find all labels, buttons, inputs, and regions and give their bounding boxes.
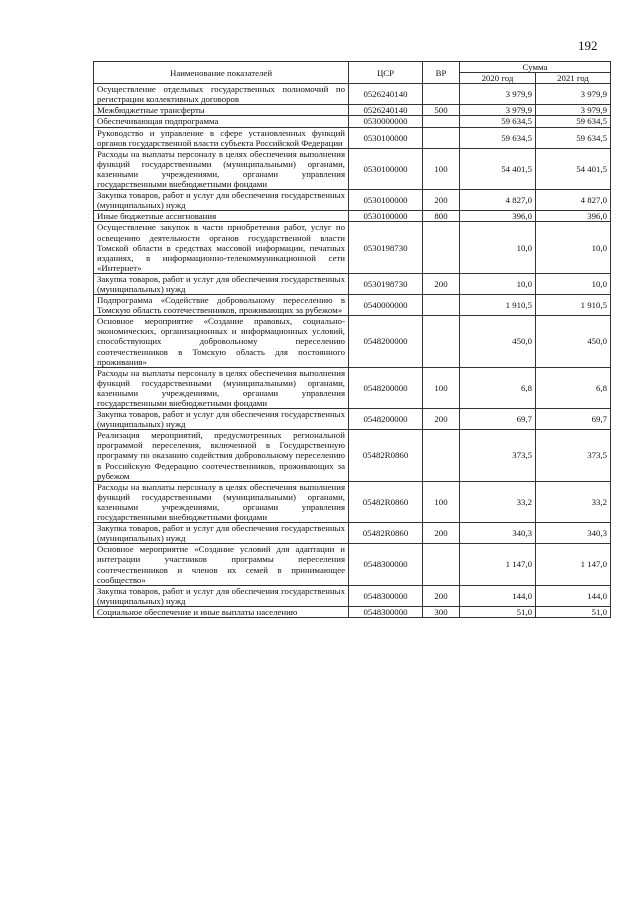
- row-2020-cell: 1 147,0: [460, 544, 536, 585]
- header-2021: 2021 год: [536, 73, 611, 84]
- table-row: [94, 190, 611, 211]
- row-csr-cell: 0548200000: [349, 316, 423, 367]
- row-2021-cell: 450,0: [536, 316, 611, 367]
- row-name-cell: Руководство и управление в сфере установленных функций органов государственной власти субъекта Российской Федерации: [94, 127, 349, 148]
- table-row: [94, 222, 611, 273]
- row-name-cell: Иные бюджетные ассигнования: [94, 211, 349, 222]
- row-2021-cell: 1 147,0: [536, 544, 611, 585]
- table-row: [94, 105, 611, 116]
- row-2020-cell: 1 910,5: [460, 295, 536, 316]
- row-name-cell: Основное мероприятие «Создание правовых, социально-экономических, организационных и информационных условий, способствующих добровольному переселению соотечественников в Томскую область для постоянного проживания»: [94, 316, 349, 367]
- row-2020-cell: 340,3: [460, 523, 536, 544]
- row-vr-cell: 200: [423, 585, 460, 606]
- row-vr-cell: 200: [423, 523, 460, 544]
- header-2020: 2020 год: [460, 73, 536, 84]
- row-vr-cell: [423, 84, 460, 105]
- row-csr-cell: 0530100000: [349, 190, 423, 211]
- row-2021-cell: 10,0: [536, 222, 611, 273]
- row-csr-cell: 05482R0860: [349, 481, 423, 522]
- row-vr-cell: [423, 316, 460, 367]
- row-csr-cell: 0526240140: [349, 84, 423, 105]
- row-2021-cell: 10,0: [536, 273, 611, 294]
- row-csr-cell: 0548300000: [349, 606, 423, 617]
- header-sum: Сумма: [460, 62, 611, 73]
- row-2021-cell: 4 827,0: [536, 190, 611, 211]
- row-2021-cell: 396,0: [536, 211, 611, 222]
- row-vr-cell: [423, 127, 460, 148]
- row-2020-cell: 54 401,5: [460, 148, 536, 189]
- row-2021-cell: 6,8: [536, 367, 611, 408]
- row-2020-cell: 10,0: [460, 273, 536, 294]
- row-2020-cell: 10,0: [460, 222, 536, 273]
- row-csr-cell: 0548300000: [349, 544, 423, 585]
- row-vr-cell: 200: [423, 409, 460, 430]
- row-name-cell: Межбюджетные трансферты: [94, 105, 349, 116]
- row-2021-cell: 340,3: [536, 523, 611, 544]
- row-2021-cell: 373,5: [536, 430, 611, 481]
- table-row: [94, 84, 611, 105]
- row-csr-cell: 0530198730: [349, 273, 423, 294]
- row-name-cell: Подпрограмма «Содействие добровольному переселению в Томскую область соотечественников, проживающих за рубежом»: [94, 295, 349, 316]
- table-row: [94, 316, 611, 367]
- row-name-cell: Закупка товаров, работ и услуг для обеспечения государственных (муниципальных) нужд: [94, 409, 349, 430]
- row-2021-cell: 144,0: [536, 585, 611, 606]
- table-row: [94, 148, 611, 189]
- row-csr-cell: 05482R0860: [349, 430, 423, 481]
- row-csr-cell: 0530100000: [349, 127, 423, 148]
- row-2021-cell: 59 634,5: [536, 127, 611, 148]
- row-vr-cell: 100: [423, 367, 460, 408]
- row-name-cell: Расходы на выплаты персоналу в целях обеспечения выполнения функций государственными (муниципальными) органами, казенными учреждениями, органами управления государственными внебюджетными фондами: [94, 481, 349, 522]
- table-row: [94, 523, 611, 544]
- row-2021-cell: 51,0: [536, 606, 611, 617]
- row-name-cell: Реализация мероприятий, предусмотренных региональной программой переселения, включенной в Государственную программу по оказанию содействия добровольному переселению в Российскую Федерацию соотечественников, проживающих за рубежом: [94, 430, 349, 481]
- table-row: [94, 367, 611, 408]
- row-vr-cell: 800: [423, 211, 460, 222]
- budget-table: [93, 61, 611, 618]
- row-csr-cell: 05482R0860: [349, 523, 423, 544]
- table-row: [94, 127, 611, 148]
- table-row: [94, 116, 611, 127]
- row-csr-cell: 0530000000: [349, 116, 423, 127]
- row-2020-cell: 51,0: [460, 606, 536, 617]
- page-number: 192: [578, 38, 598, 53]
- row-vr-cell: 200: [423, 190, 460, 211]
- header-vr: ВР: [423, 62, 460, 84]
- row-csr-cell: 0526240140: [349, 105, 423, 116]
- row-2021-cell: 69,7: [536, 409, 611, 430]
- row-csr-cell: 0548200000: [349, 367, 423, 408]
- row-name-cell: Закупка товаров, работ и услуг для обеспечения государственных (муниципальных) нужд: [94, 273, 349, 294]
- header-csr: ЦСР: [349, 62, 423, 84]
- row-2020-cell: 450,0: [460, 316, 536, 367]
- row-name-cell: Обеспечивающая подпрограмма: [94, 116, 349, 127]
- row-vr-cell: [423, 295, 460, 316]
- row-csr-cell: 0530100000: [349, 148, 423, 189]
- row-2020-cell: 3 979,9: [460, 105, 536, 116]
- row-2020-cell: 3 979,9: [460, 84, 536, 105]
- row-2020-cell: 373,5: [460, 430, 536, 481]
- row-csr-cell: 0530100000: [349, 211, 423, 222]
- row-vr-cell: 100: [423, 148, 460, 189]
- row-2021-cell: 3 979,9: [536, 84, 611, 105]
- row-2020-cell: 4 827,0: [460, 190, 536, 211]
- row-name-cell: Закупка товаров, работ и услуг для обеспечения государственных (муниципальных) нужд: [94, 523, 349, 544]
- header-name: Наименование показателей: [94, 62, 349, 84]
- row-name-cell: Закупка товаров, работ и услуг для обеспечения государственных (муниципальных) нужд: [94, 190, 349, 211]
- row-vr-cell: [423, 116, 460, 127]
- row-csr-cell: 0548200000: [349, 409, 423, 430]
- row-csr-cell: 0548300000: [349, 585, 423, 606]
- row-name-cell: Социальное обеспечение и иные выплаты населению: [94, 606, 349, 617]
- row-vr-cell: 500: [423, 105, 460, 116]
- table-row: [94, 585, 611, 606]
- row-name-cell: Расходы на выплаты персоналу в целях обеспечения выполнения функций государственными (муниципальными) органами, казенными учреждениями, органами управления государственными внебюджетными фондами: [94, 148, 349, 189]
- row-vr-cell: 200: [423, 273, 460, 294]
- row-2020-cell: 396,0: [460, 211, 536, 222]
- row-2021-cell: 33,2: [536, 481, 611, 522]
- table-row: [94, 295, 611, 316]
- row-name-cell: Закупка товаров, работ и услуг для обеспечения государственных (муниципальных) нужд: [94, 585, 349, 606]
- table-row: [94, 481, 611, 522]
- row-vr-cell: 300: [423, 606, 460, 617]
- row-name-cell: Осуществление закупок в части приобретения работ, услуг по освещению деятельности органов государственной власти Томской области в средствах массовой информации, печатных изданиях, в информационно-телекоммуникационной сети «Интернет»: [94, 222, 349, 273]
- row-vr-cell: [423, 430, 460, 481]
- table-row: [94, 273, 611, 294]
- row-name-cell: Осуществление отдельных государственных полномочий по регистрации коллективных договоров: [94, 84, 349, 105]
- row-vr-cell: [423, 222, 460, 273]
- row-csr-cell: 0530198730: [349, 222, 423, 273]
- row-vr-cell: 100: [423, 481, 460, 522]
- row-2021-cell: 54 401,5: [536, 148, 611, 189]
- row-name-cell: Расходы на выплаты персоналу в целях обеспечения выполнения функций государственными (муниципальными) органами, казенными учреждениями, органами управления государственными внебюджетными фондами: [94, 367, 349, 408]
- row-vr-cell: [423, 544, 460, 585]
- table-header-row: [94, 62, 611, 73]
- row-2020-cell: 69,7: [460, 409, 536, 430]
- row-2020-cell: 144,0: [460, 585, 536, 606]
- table-row: [94, 211, 611, 222]
- table-row: [94, 544, 611, 585]
- table-body: [94, 84, 611, 618]
- table-row: [94, 409, 611, 430]
- row-2020-cell: 59 634,5: [460, 127, 536, 148]
- row-csr-cell: 0540000000: [349, 295, 423, 316]
- row-2021-cell: 1 910,5: [536, 295, 611, 316]
- row-2020-cell: 6,8: [460, 367, 536, 408]
- table-row: [94, 430, 611, 481]
- row-2020-cell: 59 634,5: [460, 116, 536, 127]
- row-name-cell: Основное мероприятие «Создание условий для адаптации и интеграции участников программы переселения соотечественников и членов их семей в принимающее сообщество»: [94, 544, 349, 585]
- row-2021-cell: 59 634,5: [536, 116, 611, 127]
- row-2020-cell: 33,2: [460, 481, 536, 522]
- table-row: [94, 606, 611, 617]
- row-2021-cell: 3 979,9: [536, 105, 611, 116]
